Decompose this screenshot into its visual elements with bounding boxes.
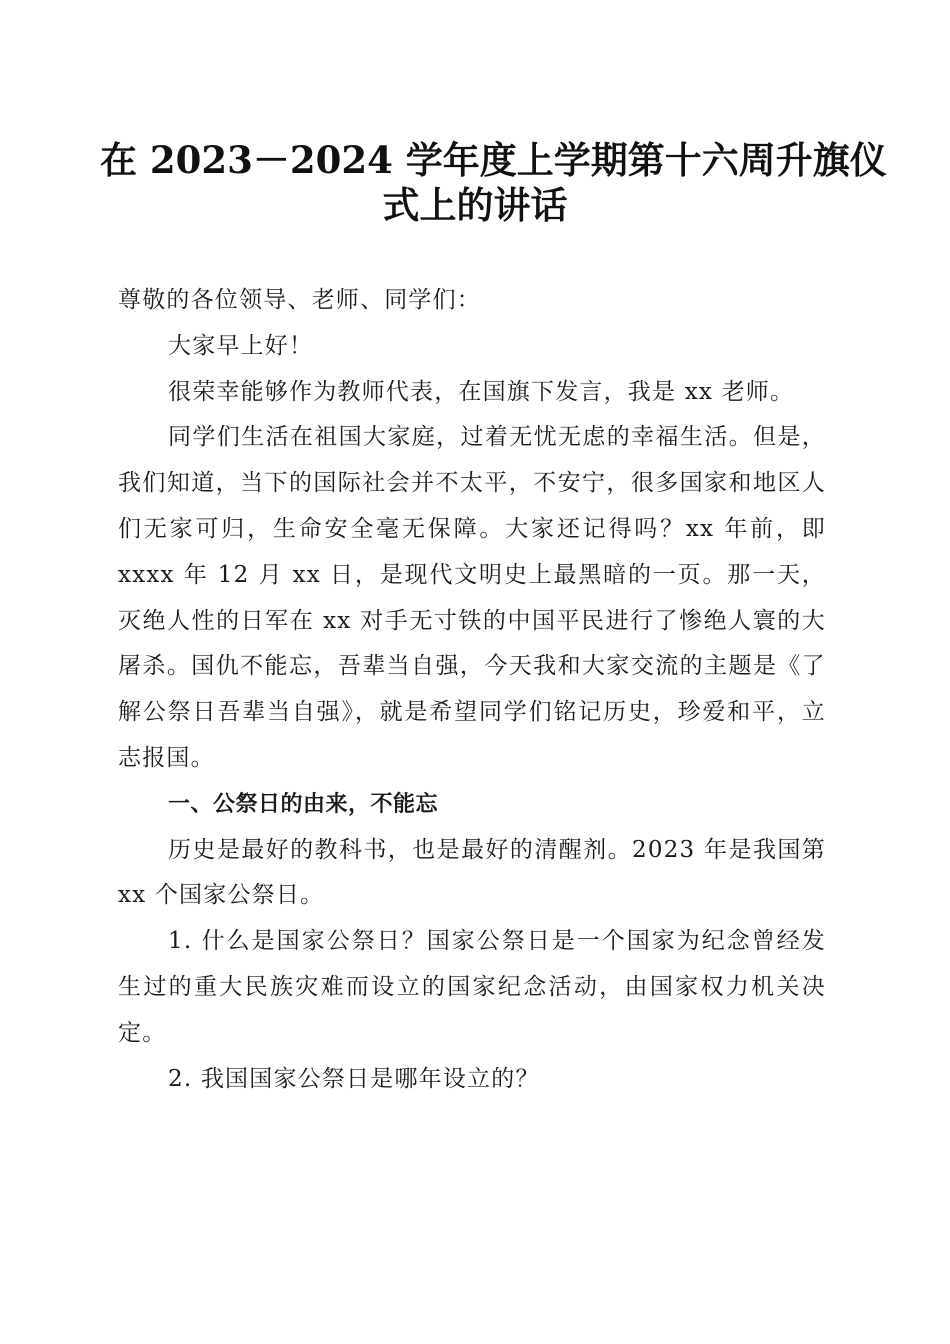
list-item-2: 2. 我国国家公祭日是哪年设立的？ [168,1065,540,1092]
title-line-1: 在 2023－2024 学年度上学期第十六周升旗仪 [100,138,887,182]
greeting: 大家早上好！ [168,332,314,359]
body-paragraph-2: 历史是最好的教科书，也是最好的清醒剂。2023 年是我国第 xx 个国家公祭日。 [118,836,826,909]
document-body [118,278,826,1102]
document-title [100,138,887,228]
section-heading-1: 一、公祭日的由来，不能忘 [168,791,439,817]
intro-paragraph: 很荣幸能够作为教师代表，在国旗下发言，我是 xx 老师。 [168,378,795,405]
body-paragraph-1: 同学们生活在祖国大家庭，过着无忧无虑的幸福生活。但是，我们知道，当下的国际社会并不太平，不安宁，很多国家和地区人们无家可归，生命安全毫无保障。大家还记得吗？xx 年前，即 xxxx 年 12 月 xx 日，是现代文明史上最黑暗的一页。那一天，灭绝人性的日军在 xx 对手无寸铁的中国平民进行了惨绝人寰的大屠杀。国仇不能忘，吾辈当自强，今天我和大家交流的主题是《了解公祭日吾辈当自强》，就是希望同学们铭记历史，珍爱和平，立志报国。 [118,424,826,771]
title-line-2: 式上的讲话 [382,183,568,227]
list-item-1: 1. 什么是国家公祭日？国家公祭日是一个国家为纪念曾经发生过的重大民族灾难而设立的国家纪念活动，由国家权力机关决定。 [118,928,826,1046]
salutation: 尊敬的各位领导、老师、同学们： [118,287,481,313]
